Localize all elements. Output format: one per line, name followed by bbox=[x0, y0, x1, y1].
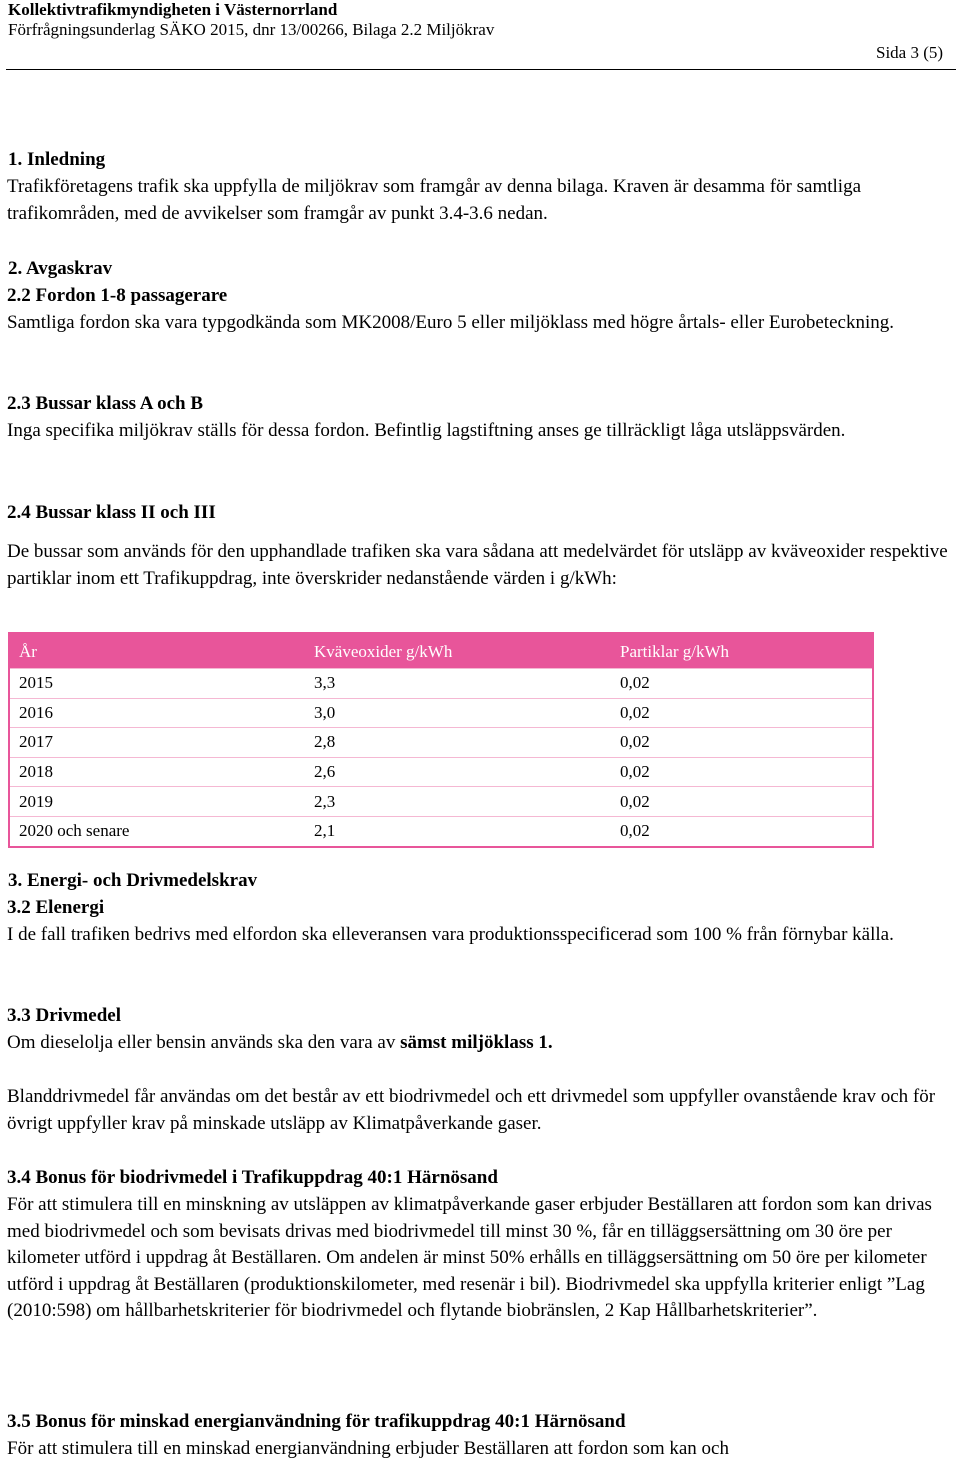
section-3-heading: 3. Energi- och Drivmedelskrav bbox=[8, 870, 258, 891]
section-3-5-heading: 3.5 Bonus för minskad energianvändning för trafikuppdrag 40:1 Härnösand bbox=[7, 1411, 626, 1432]
cell-nox: 2,1 bbox=[305, 816, 611, 846]
cell-year: 2018 bbox=[9, 757, 305, 787]
section-2-2-text: Samtliga fordon ska vara typgodkända som MK2008/Euro 5 eller miljöklass med högre årtals- eller Eurobeteckning. bbox=[7, 312, 894, 333]
section-3-3-text-regular: Om dieselolja eller bensin används ska den vara av bbox=[7, 1032, 401, 1053]
cell-nox: 2,8 bbox=[305, 728, 611, 758]
section-3-3-heading: 3.3 Drivmedel bbox=[7, 1005, 121, 1026]
cell-particles: 0,02 bbox=[611, 698, 873, 728]
section-1-text: Trafikföretagens trafik ska uppfylla de miljökrav som framgår av denna bilaga. Kraven är desamma för samtliga trafikområden, med de avvikelser som framgår av punkt 3.4-3.6 nedan. bbox=[7, 176, 862, 224]
cell-particles: 0,02 bbox=[611, 669, 873, 699]
table-row bbox=[9, 728, 873, 758]
header-organization: Kollektivtrafikmyndigheten i Västernorrland bbox=[8, 0, 338, 19]
column-header-year: År bbox=[9, 633, 305, 669]
table-row bbox=[9, 698, 873, 728]
header-document-reference: Förfrågningsunderlag SÄKO 2015, dnr 13/00266, Bilaga 2.2 Miljökrav bbox=[8, 20, 495, 39]
cell-nox: 2,6 bbox=[305, 757, 611, 787]
table-row bbox=[9, 669, 873, 699]
cell-year: 2019 bbox=[9, 787, 305, 817]
emission-limits-table bbox=[8, 632, 874, 848]
table-row bbox=[9, 816, 873, 846]
section-2-4-text: De bussar som används för den upphandlade trafiken ska vara sådana att medelvärdet för utsläpp av kväveoxider respektive partiklar inom ett Trafikuppdrag, inte överskrider nedanstående värden i g/kWh: bbox=[7, 541, 948, 589]
section-3-3-text-bold: sämst miljöklass 1. bbox=[400, 1032, 553, 1053]
section-1-heading: 1. Inledning bbox=[8, 149, 106, 170]
cell-particles: 0,02 bbox=[611, 787, 873, 817]
section-3-4-heading: 3.4 Bonus för biodrivmedel i Trafikuppdrag 40:1 Härnösand bbox=[7, 1167, 498, 1188]
header-divider bbox=[6, 69, 956, 70]
section-2-3-text: Inga specifika miljökrav ställs för dessa fordon. Befintlig lagstiftning anses ge tillräckligt låga utsläppsvärden. bbox=[7, 420, 846, 441]
section-3-5-text: För att stimulera till en minskad energianvändning erbjuder Beställaren att fordon som kan och bbox=[7, 1438, 729, 1459]
section-2-2-heading: 2.2 Fordon 1-8 passagerare bbox=[7, 285, 228, 306]
cell-nox: 3,0 bbox=[305, 698, 611, 728]
section-3-2-heading: 3.2 Elenergi bbox=[7, 897, 105, 918]
cell-particles: 0,02 bbox=[611, 728, 873, 758]
section-3-3-text bbox=[7, 1030, 952, 1057]
cell-particles: 0,02 bbox=[611, 816, 873, 846]
table-header-row bbox=[9, 633, 873, 669]
table-row bbox=[9, 787, 873, 817]
cell-nox: 3,3 bbox=[305, 669, 611, 699]
section-3-3-text-2: Blanddrivmedel får användas om det består av ett biodrivmedel och ett drivmedel som uppfyller ovanstående krav och för övrigt uppfyller krav på minskade utsläpp av Klimatpåverkande gaser. bbox=[7, 1086, 936, 1134]
column-header-particles: Partiklar g/kWh bbox=[611, 633, 873, 669]
section-2-3-heading: 2.3 Bussar klass A och B bbox=[7, 393, 204, 414]
page-number: Sida 3 (5) bbox=[876, 43, 944, 62]
cell-year: 2016 bbox=[9, 698, 305, 728]
section-2-4-heading: 2.4 Bussar klass II och III bbox=[7, 502, 216, 523]
column-header-nox: Kväveoxider g/kWh bbox=[305, 633, 611, 669]
section-3-4-text: För att stimulera till en minskning av utsläppen av klimatpåverkande gaser erbjuder Beställaren att fordon som kan drivas med biodrivmedel och som bevisats drivas med biodrivmedel till minst 30 %, får en tilläggsersättning om 30 öre per kilometer utförd i uppdrag åt Beställaren. Om andelen är minst 50% erhålls en tilläggsersättning om 50 öre per kilometer utförd i uppdrag åt Beställaren (produktionskilometer, med resenär i bil). Biodrivmedel ska uppfylla kriterier enligt ”Lag (2010:598) om hållbarhetskriterier för biodrivmedel och flytande biobränslen, 2 Kap Hållbarhetskriterier”. bbox=[7, 1194, 932, 1321]
table-row bbox=[9, 757, 873, 787]
cell-particles: 0,02 bbox=[611, 757, 873, 787]
cell-year: 2017 bbox=[9, 728, 305, 758]
cell-year: 2020 och senare bbox=[9, 816, 305, 846]
cell-nox: 2,3 bbox=[305, 787, 611, 817]
section-3-2-text: I de fall trafiken bedrivs med elfordon ska elleveransen vara produktionsspecificerad som 100 % från förnybar källa. bbox=[7, 924, 894, 945]
cell-year: 2015 bbox=[9, 669, 305, 699]
section-2-heading: 2. Avgaskrav bbox=[8, 258, 113, 279]
